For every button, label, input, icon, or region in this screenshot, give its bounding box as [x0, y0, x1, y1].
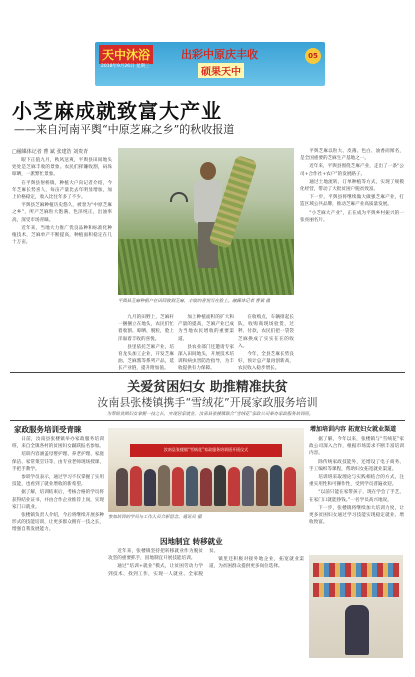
masthead-date: 2018年9月26日 星期三	[101, 64, 150, 69]
event-banner	[130, 444, 282, 457]
paragraph: 在收购点，车辆排起长队，收购商现场验货、过秤、付款，农民们把一袋袋芝麻换成了实实在在的收入。	[238, 315, 294, 349]
event-banner-text: 汝南县张楼镇“雪绒花”家政服务培训班开班仪式	[163, 447, 249, 452]
article-column-right	[300, 148, 404, 370]
sesame-harvest-photo	[118, 148, 294, 295]
article2-lead-note: 为帮助贫困妇女掌握一技之长，实现居家就业，汝南县张楼镇联合“雪绒花”家政公司举办家政服务培训班。	[106, 412, 314, 417]
paragraph: 培训班采取理论与实践相结合的方式，注重实用性和可操作性，受到学员普遍欢迎。	[309, 475, 404, 488]
center-section-title: 因地制宜 转移就业	[160, 537, 223, 546]
paragraph: 县里依托芝麻产业，培育龙头加工企业，开发芝麻油、芝麻酱等系列产品，延长产业链，提升附加值。	[118, 344, 174, 372]
masthead-title: 出彩中原庆丰收	[181, 48, 258, 61]
paragraph: “以前只能在家带孩子，现在学会了手艺，在家门口就能挣钱。”一名学员高兴地说。	[309, 490, 404, 503]
article-headline: 小芝麻成就致富大产业	[12, 99, 222, 123]
masthead-logo: 天中沐浴	[99, 45, 153, 64]
left-column-body	[12, 436, 104, 668]
left-section-title: 家政服务培训受青睐	[14, 425, 82, 434]
sickle-icon	[170, 192, 188, 202]
paragraph: 眼下正值九月，秋风送爽，平舆县田间地头处处是芝麻丰收的景象。农民们挥镰收割，码垛晾晒，一派繁忙景象。	[12, 158, 112, 178]
masthead-subtitle: 硕果天中	[198, 63, 244, 78]
article-column-1	[12, 157, 112, 369]
paragraph: 下一步，张楼镇将继续加大培训力度，让更多贫困妇女通过学习技能实现稳定就业、增收致富。	[309, 505, 404, 526]
paragraph: 九月的田野上，芝麻秆一捆捆立在地头，农民们忙着收割、晾晒、脱粒，脸上洋溢着丰收的喜悦。	[118, 315, 174, 342]
paragraph: 除传统家政技能外，还增设了电子商务、手工编织等课程，帮助妇女拓宽就业渠道。	[309, 459, 404, 472]
paragraph: “小芝麻大产业”，正在成为平舆乡村振兴的一张亮丽名片。	[300, 210, 404, 223]
worker-figure	[345, 605, 369, 655]
paragraph: 近年来，张楼镇坚持把转移就业作为脱贫攻坚的重要抓手，因地制宜开展技能培训。	[108, 549, 203, 562]
group-people-image	[116, 462, 296, 506]
paragraph: 通过“培训+就业”模式，让贫困劳动力学到技术、找到工作，实现一人就业、全家脱贫。	[108, 549, 219, 577]
center-column-body	[108, 548, 304, 668]
paragraph: 平舆县芝麻种植历史悠久，被誉为“中原芝麻之乡”，所产芝麻粒大饱满、色泽纯正、出油率高，深受市场青睐。	[12, 203, 112, 223]
paragraph: 下一步，平舆县将继续做大做强芝麻产业，打造区域公共品牌，推动芝麻产业高质量发展。	[300, 195, 404, 208]
right-section-title: 增加培训内容 拓宽妇女就业渠道	[310, 426, 397, 433]
masthead-banner	[95, 42, 325, 86]
paragraph: 今年，全县芝麻长势良好，预计总产量再创新高，农民收入稳步增长。	[238, 352, 294, 372]
paragraph: 培训内容涵盖母婴护理、养老护理、家庭保洁、家常菜烹饪等，由专业老师现场授课、手把手教学。	[12, 452, 104, 472]
paragraph: 张楼镇负责人介绍，今后将继续开展多种形式的技能培训，让更多群众拥有一技之长，增强自我发展能力。	[12, 513, 104, 533]
paragraph: 通过土地流转、订单种植等方式，实现了规模化经营，带动了大批贫困户脱贫致富。	[300, 179, 404, 193]
paragraph: 参训学员表示，通过学习不仅掌握了实用技能，也看到了就业增收的新希望。	[12, 475, 104, 488]
photo-caption: 参加培训的学员与工作人员合影留念。通讯员 摄	[108, 515, 202, 520]
photo-caption: 平舆县芝麻种植户在田间收割芝麻，丰收的喜悦写在脸上。融媒体记者 曹斌 摄	[118, 299, 271, 304]
page-number-badge: 05	[305, 48, 321, 64]
paragraph: 据了解，今年以来，张楼镇与“雪绒花”家政公司深入合作，根据市场需求不断丰富培训内容。	[309, 437, 404, 457]
paragraph: 近年来，平舆县围绕芝麻产业，走出了一条“公司+合作社+农户”的发展路子。	[300, 164, 404, 177]
paragraph: 平舆芝麻以粒大、皮薄、色白、油香而闻名，是全国重要的芝麻生产基地之一。	[300, 149, 404, 162]
paragraph: 在平舆县射桥镇，种植大户向记者介绍，今年芝麻长势喜人，每亩产量比去年明显增加，加上价格稳定，收入比往年多了不少。	[12, 180, 112, 201]
article-subhead: ——来自河南平舆“中原芝麻之乡”的秋收报道	[14, 123, 235, 136]
section-divider	[10, 420, 405, 421]
training-group-photo	[108, 428, 304, 512]
article-column-4	[238, 314, 294, 372]
section-divider	[10, 372, 405, 373]
article2-subhead: 汝南县张楼镇携手“雪绒花”开展家政服务培训	[97, 396, 318, 409]
article2-headline: 关爱贫困妇女 助推精准扶贫	[127, 380, 288, 395]
paragraph: 加上种植面积的扩大和产量的提高，芝麻产业已成为当地农民增收的重要渠道。	[178, 315, 234, 342]
right-column-body	[309, 436, 404, 552]
article-byline: □融媒体记者 曹 斌 张建浩 刘贵青	[12, 149, 89, 155]
paragraph: 县农业部门还邀请专家深入田间地头，开展技术培训和病虫害防治指导，为丰收提供有力保障。	[178, 344, 234, 372]
paragraph: 近年来，当地大力推广优良品种和标准化种植技术，芝麻单产不断提高，种植面积稳定在几十万亩。	[12, 225, 112, 246]
article-column-3	[178, 314, 234, 372]
article-column-2	[118, 314, 174, 372]
shop-worker-photo	[309, 555, 403, 658]
paragraph: 日前，汝南县张楼镇举办家政服务培训班，来自全镇各村的贫困妇女踊跃报名参加。	[12, 437, 104, 450]
paragraph: 镇里还积极对接外地企业，拓宽就业渠道，为贫困群众提供更多岗位选择。	[209, 557, 304, 570]
paragraph: 据了解，培训结束后，考核合格的学员将获得结业证书，并由合作企业推荐上岗，实现家门口就业。	[12, 490, 104, 510]
